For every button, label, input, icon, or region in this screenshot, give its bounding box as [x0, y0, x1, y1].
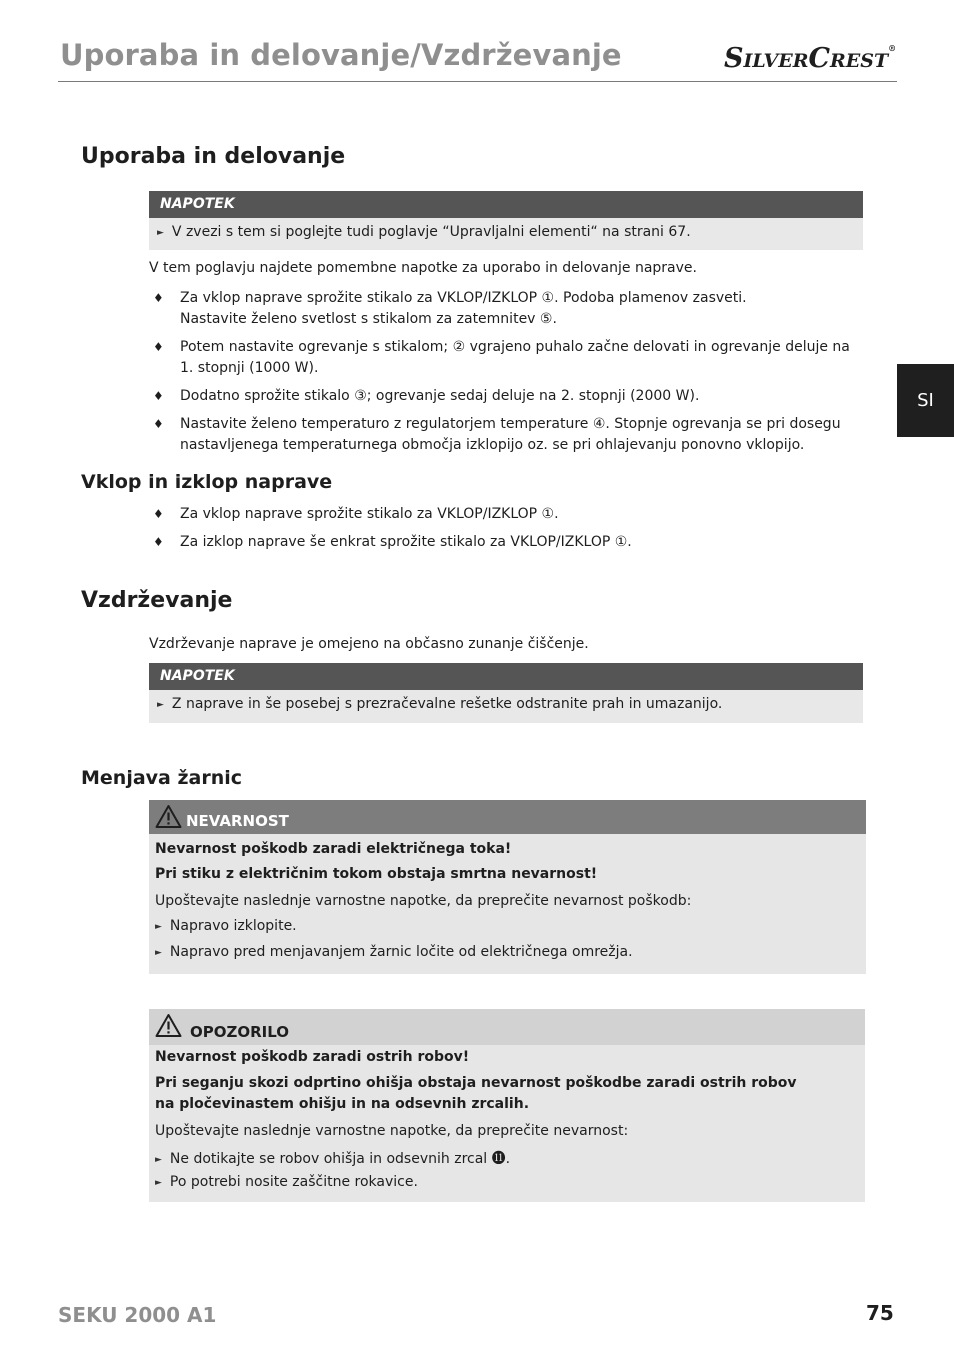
- danger-bold-line: Nevarnost poškodb zaradi električnega toka!: [155, 841, 512, 857]
- warning-item: ► Po potrebi nosite zaščitne rokavice.: [155, 1174, 418, 1190]
- danger-label: NEVARNOST: [186, 812, 289, 830]
- arrow-right-icon: ►: [155, 922, 162, 932]
- warning-box: [149, 1009, 865, 1202]
- danger-bold-line: Pri stiku z električnim tokom obstaja smrtna nevarnost!: [155, 866, 598, 882]
- danger-box: [149, 800, 866, 974]
- section-heading-menjava: Menjava žarnic: [81, 767, 243, 789]
- list-item: ♦ Nastavite želeno temperaturo z regulatorjem temperature ④. Stopnje ogrevanja se pri dosegu nastavljenega temperaturnega območja izklopijo oz. se pri ohlajevanju ponovno vklopijo.: [153, 416, 841, 453]
- note-label: NAPOTEK: [149, 191, 863, 218]
- diamond-bullet-icon: ♦: [153, 291, 164, 305]
- danger-item: ► Napravo pred menjavanjem žarnic ločite od električnega omrežja.: [155, 944, 633, 960]
- warning-item: ► Ne dotikajte se robov ohišja in odsevnih zrcal ⓫.: [155, 1151, 511, 1167]
- danger-item: ► Napravo izklopite.: [155, 918, 297, 934]
- warning-label: OPOZORILO: [190, 1023, 290, 1041]
- section-heading-vklop: Vklop in izklop naprave: [81, 471, 333, 493]
- danger-intro: Upoštevajte naslednje varnostne napotke, da preprečite nevarnost poškodb:: [155, 893, 692, 909]
- diamond-bullet-icon: ♦: [153, 340, 164, 354]
- note-label: NAPOTEK: [149, 663, 863, 690]
- page-number: 75: [866, 1301, 894, 1325]
- warning-triangle-icon: [155, 1013, 182, 1038]
- warning-bold-line: Pri seganju skozi odprtino ohišja obstaja nevarnost poškodbe zaradi ostrih robov: [155, 1075, 797, 1091]
- diamond-bullet-icon: ♦: [153, 417, 164, 431]
- note-box-2: [149, 663, 863, 723]
- note-item: ► V zvezi s tem si poglejte tudi poglavje “Upravljalni elementi“ na strani 67.: [157, 224, 691, 240]
- warning-header: [149, 1009, 865, 1045]
- list-item: ♦ Za vklop naprave sprožite stikalo za VKLOP/IZKLOP ①. Podoba plamenov zasveti. Nastavite želeno svetlost s stikalom za zatemnitev ⑤.: [153, 290, 747, 327]
- intro-paragraph: V tem poglavju najdete pomembne napotke za uporabo in delovanje naprave.: [149, 260, 697, 276]
- list-item: ♦ Za izklop naprave še enkrat sprožite stikalo za VKLOP/IZKLOP ①.: [153, 532, 853, 553]
- header-divider: [58, 81, 897, 82]
- page-title: Uporaba in delovanje/Vzdrževanje: [60, 38, 622, 72]
- footer-model: SEKU 2000 A1: [58, 1303, 217, 1327]
- warning-intro: Upoštevajte naslednje varnostne napotke, da preprečite nevarnost:: [155, 1123, 629, 1139]
- arrow-right-icon: ►: [155, 948, 162, 958]
- arrow-right-icon: ►: [155, 1155, 162, 1165]
- list-item: ♦ Za vklop naprave sprožite stikalo za VKLOP/IZKLOP ①.: [153, 504, 853, 525]
- diamond-bullet-icon: ♦: [153, 535, 164, 549]
- note-item: ► Z naprave in še posebej s prezračevalne rešetke odstranite prah in umazanijo.: [157, 696, 723, 712]
- list-item: ♦ Potem nastavite ogrevanje s stikalom; ② vgrajeno puhalo začne delovati in ogrevanje deluje na 1. stopnji (1000 W).: [153, 339, 850, 376]
- diamond-bullet-icon: ♦: [153, 389, 164, 403]
- diamond-bullet-icon: ♦: [153, 507, 164, 521]
- note-box-1: [149, 191, 863, 250]
- arrow-right-icon: ►: [157, 228, 164, 238]
- warning-triangle-icon: [155, 804, 182, 829]
- brand-logo: SILVERCREST®: [724, 43, 897, 74]
- warning-bold-line: Nevarnost poškodb zaradi ostrih robov!: [155, 1049, 470, 1065]
- section-heading-uporaba: Uporaba in delovanje: [81, 144, 346, 169]
- danger-header: [149, 800, 866, 834]
- arrow-right-icon: ►: [155, 1178, 162, 1188]
- language-tab-si: SI: [897, 364, 954, 437]
- maintenance-paragraph: Vzdrževanje naprave je omejeno na občasno zunanje čiščenje.: [149, 636, 589, 652]
- list-item: ♦ Dodatno sprožite stikalo ③; ogrevanje sedaj deluje na 2. stopnji (2000 W).: [153, 386, 853, 407]
- arrow-right-icon: ►: [157, 700, 164, 710]
- section-heading-vzdrzevanje: Vzdrževanje: [81, 588, 233, 613]
- warning-bold-line: na pločevinastem ohišju in na odsevnih zrcalih.: [155, 1096, 530, 1112]
